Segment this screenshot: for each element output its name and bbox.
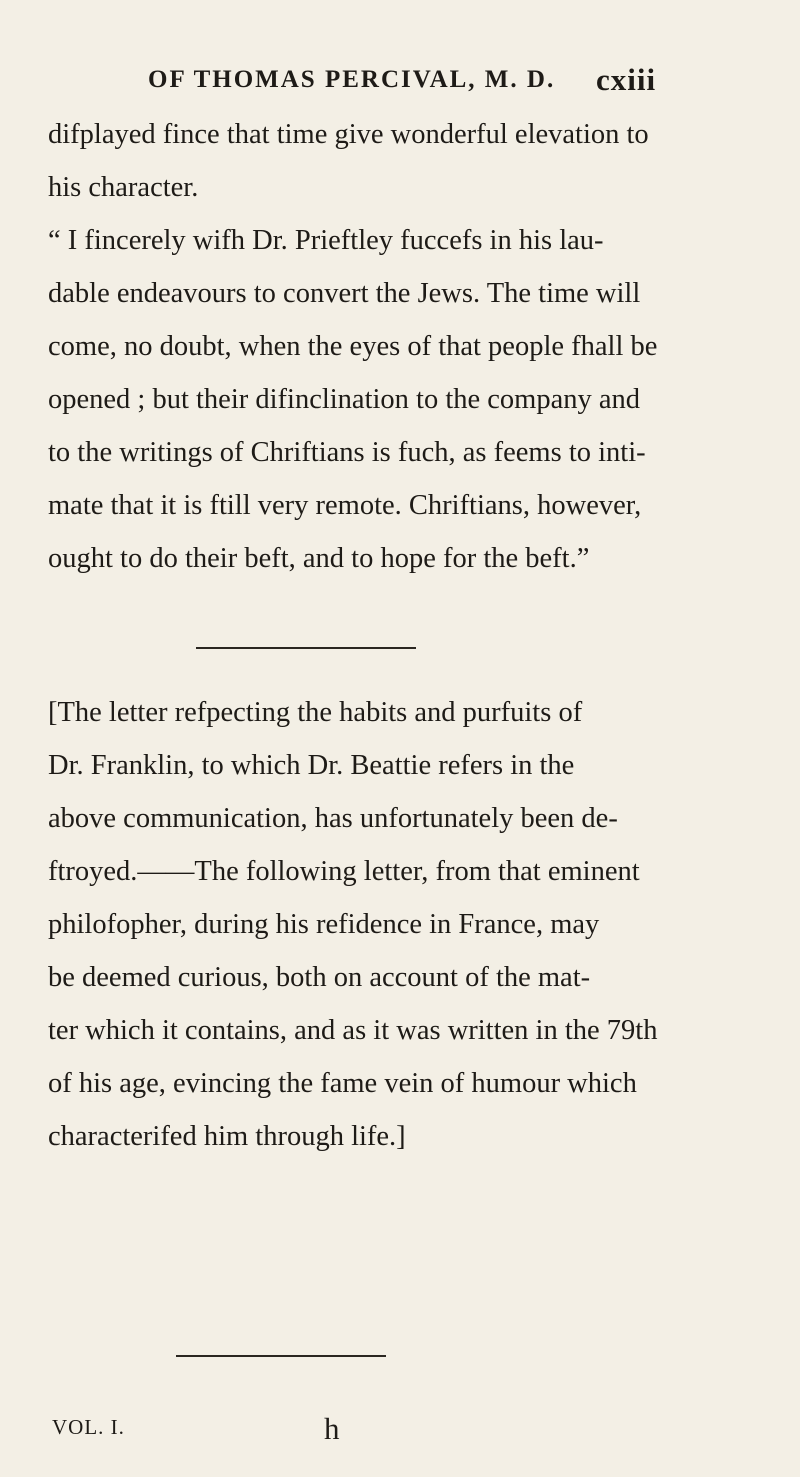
end-divider xyxy=(176,1355,386,1357)
text-line: mate that it is ftill very remote. Chriftians, however, xyxy=(48,490,642,521)
text-line: be deemed curious, both on account of the mat- xyxy=(48,962,591,993)
text-line: to the writings of Chriftians is fuch, as feems to inti- xyxy=(48,437,646,468)
section-divider xyxy=(196,647,416,649)
quoted-letter-paragraph xyxy=(48,108,658,585)
text-line: ftroyed.——The following letter, from that eminent xyxy=(48,856,640,887)
volume-mark: VOL. I. xyxy=(52,1415,125,1439)
text-line: dable endeavours to convert the Jews. The time will xyxy=(48,278,641,309)
text-line: “ I fincerely wifh Dr. Prieftley fuccefs in his lau- xyxy=(48,225,604,256)
text-line: characterifed him through life.] xyxy=(48,1121,406,1152)
running-title: OF THOMAS PERCIVAL, M. D. xyxy=(148,66,556,93)
text-line: of his age, evincing the fame vein of humour which xyxy=(48,1068,637,1099)
text-line: [The letter refpecting the habits and purfuits of xyxy=(48,697,583,728)
text-line: philofopher, during his refidence in France, may xyxy=(48,909,600,940)
text-line: Dr. Franklin, to which Dr. Beattie refers in the xyxy=(48,750,575,781)
text-line: come, no doubt, when the eyes of that people fhall be xyxy=(48,331,658,362)
signature-mark: h xyxy=(324,1411,340,1446)
text-line: difplayed fince that time give wonderful elevation to xyxy=(48,119,649,150)
text-line: ought to do their beft, and to hope for the beft.” xyxy=(48,543,590,574)
running-head xyxy=(148,60,657,100)
text-line: above communication, has unfortunately been de- xyxy=(48,803,618,834)
text-line: ter which it contains, and as it was written in the 79th xyxy=(48,1015,658,1046)
text-line: opened ; but their difinclination to the company and xyxy=(48,384,641,415)
editorial-note-paragraph xyxy=(48,686,658,1163)
page-number: cxiii xyxy=(596,62,657,97)
page-footer xyxy=(52,1411,472,1455)
text-line: his character. xyxy=(48,172,199,203)
